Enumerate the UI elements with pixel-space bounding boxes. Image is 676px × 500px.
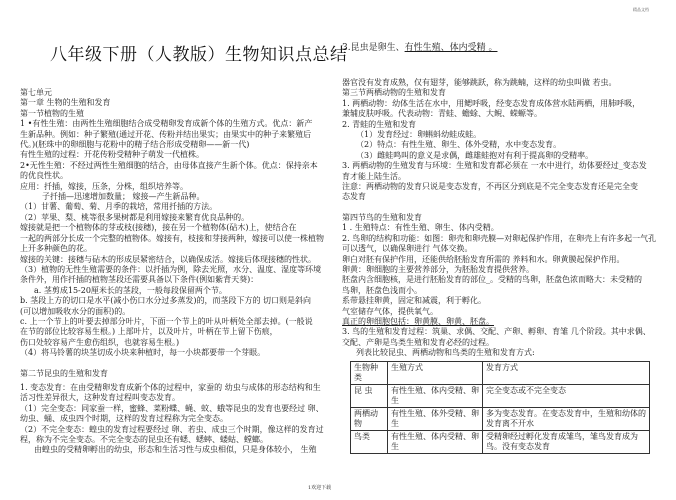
text-line: （2）苹果、梨、桃等很多果树都是利用嫁接来繁育优良品种的。: [20, 212, 250, 222]
text-line: 系带悬挂卵黄，固定和减震，利于孵化。: [342, 296, 486, 306]
left-column: [20, 78, 325, 456]
text-line: 嫁接的关键：接穗与砧木的形成层紧密结合，以确保成活。嫁接后体现接穗的性状。: [20, 254, 316, 264]
text-line: a. 茎剪成15-20厘米长的茎段，一般每段保留两个节。: [34, 285, 227, 295]
page-number: 1欢迎下载: [308, 485, 332, 491]
text-line: （2）不完全变态：蝗虫的发育过程要经过 卵、若虫、成虫三个时期，像这样的发育过: [20, 424, 324, 434]
table-cell: 有性生殖、体内受精、卵生: [388, 384, 483, 407]
text-line: 应用：扦插，嫁接，压条，分株，组织培养等。: [20, 181, 188, 191]
text-line: 嫁接就是把一个植物体的芽或枝(接穗)，接在另一个植物体(砧木)上，使结合在: [20, 223, 297, 233]
text-line: 的优良性状。: [20, 171, 68, 181]
text-line: 卵白对胚有保护作用，还能供给胚胎发育所需的 养料和水。卵黄膜起保护作用。: [342, 254, 625, 264]
text-line: 一起的两部分长成一个完整的植物体。嫁接有，枝接和芽接两种，嫁接可以使一株植物: [20, 233, 324, 243]
text-line: c. 上一个节上的叶要去掉部分叶片，下面一个节上的叶从叶柄处全部去掉。(一般说: [20, 316, 313, 326]
text-line: (可以增加吸收水分的面积)的。: [20, 306, 131, 316]
text-line: （1）甘薯、葡萄、菊、月季的栽培，常用扦插的方法。: [20, 202, 218, 212]
table-cell: 有性生殖、体外受精、卵生: [388, 407, 483, 430]
text-line: 条件外，用作扦插的植物茎段还需要具备以下条件(例如紫背天葵)：: [20, 275, 259, 285]
text-line: 在节的部位比较容易生根。) 上部叶片，以及叶片，叶柄在节上留下伤痕，: [20, 327, 278, 337]
text-line: 胚盘内含细胞核，是进行胚胎发育的部位_。受精的鸟卵，胚盘色浓而略大：未受精的: [342, 275, 642, 285]
watermark: 精品文档: [633, 7, 649, 12]
right-column: [342, 78, 667, 454]
table-cell: 两栖动物: [351, 407, 388, 430]
text-line: 第三节两栖动物的生殖和发育: [342, 88, 446, 98]
text-line: 代。)(胚珠中的卵细胞与花粉中的精子结合形成受精卵——新一代): [20, 140, 250, 150]
topline-blank: 。: [485, 43, 498, 53]
right-column-lines: [342, 78, 667, 359]
table-header-cell: 发育方式: [483, 361, 650, 384]
document-title: 八年级下册（人教版）生物知识点总结: [50, 45, 348, 65]
text-line: （3）植物的无性生殖需要的条件：以扦插为例，除去光照，水分、温度、湿度等环境: [20, 264, 322, 274]
table-header-cell: 生殖方式: [388, 361, 483, 384]
text-line: 第一节植物的生殖: [20, 108, 84, 118]
text-line: （1）发育经过：卵蝌蚪幼蛙成蛙。: [356, 130, 482, 140]
text-line: 2. 青蛙的生殖和发育: [342, 119, 417, 129]
text-line: 卵黄：卵细胞的主要营养部分，为胚胎发育提供营养。: [342, 264, 534, 274]
table-cell: 有性生殖、体内受精、卵生: [388, 430, 483, 453]
text-line: 幼虫、蛹、成虫四个时期，这样的发育过程称为完全变态。: [20, 414, 228, 424]
text-line: 伤口处较容易产生愈伤组织，也就容易生根。): [20, 337, 180, 347]
comparison-table: [350, 361, 650, 454]
table-cell: 完全变态或不完全变态: [483, 384, 650, 407]
text-line: 交配、产卵是鸟类生殖和发育必经的过程。: [342, 337, 494, 347]
table-cell: 昆 虫: [351, 384, 388, 407]
text-line: 3. 鸟的生殖和发育过程：筑巢、求偶、交配、产卵、孵卵、育雏 几个阶段。其中求偶、: [342, 327, 651, 337]
text-line: （1）完全变态：同家蚕一样，蜜蜂、菜粉蝶、蝇、蚊、蛾等昆虫的发育也要经过 卵、: [20, 403, 324, 413]
text-line: b. 茎段上方的切口是水平(减小伤口水分过多蒸发)的，而茎段下方的 切口则是斜向: [20, 296, 311, 306]
table-cell: 鸟类: [351, 430, 388, 453]
text-line: 可以透气，以确保卵进行 气体交换。: [342, 244, 473, 254]
text-line: 1. 两栖动物：幼体生活在水中，用鳃呼吸，经变态发育成体营水陆两栖，用肺呼吸，: [342, 98, 641, 108]
text-line: 程，称为不完全变态。不完全变态的昆虫还有蟋、蟋蟀、蝼蛄、螳螂。: [20, 435, 268, 444]
text-line: 第四节鸟的生殖和发育: [342, 212, 422, 222]
text-line: 生新品种。例如：种子繁殖(通过开花、传粉并结出果实；由果实中的种子来繁殖后: [20, 129, 312, 139]
text-line: 2. 鸟卵的结构和功能：如图：卵壳和卵壳膜—对卵起保护作用，在卵壳上有许多起一气孔: [342, 233, 657, 243]
text-line: 兼辅皮肤呼吸。代表动物：青蛙、蟾蜍、大鲵、蝾螈等。: [342, 109, 542, 119]
text-line: 态发育: [342, 192, 366, 202]
text-line: 第一章 生物的生殖和发育: [20, 98, 111, 108]
text-line: 真正的卵细胞包括：卵黄膜、卵黄、胚盘。: [342, 316, 494, 326]
text-line: 注意：两栖动物的发育只说是变态发育，不再区分到底是不完全变态发育还是完全变: [342, 182, 638, 192]
table-cell: 受精卵经过孵化发育成雏鸟，雏鸟发育成为鸟。没有变态发育: [483, 430, 650, 453]
text-line: 1. 变态发育：在由受精卵发育成新个体的过程中，家蚕的 幼虫与成体的形态结构和生: [20, 382, 321, 392]
text-line: 子扦插—迅速增加数量； 嫁接—产生新品种。: [42, 192, 205, 202]
text-line: 第七单元: [20, 88, 52, 97]
text-line: 鸟卵，胚盘色浅而小。: [342, 285, 422, 295]
topline-prefix: 3.昆虫是卵生、: [342, 43, 405, 53]
text-line: 2•无性生殖：不经过两性生殖细胞的结合，由母体直接产生新个体。优点：保持亲本: [20, 160, 318, 170]
text-line: 上开多种颜色的花。: [20, 244, 92, 254]
table-header-cell: 生物种类: [351, 361, 388, 384]
table-cell: 多为变态发育。在变态发育中，生殖和幼体的发育离不开水: [483, 407, 650, 430]
text-line: （3）雌蛙鸣叫的意义是求偶，雌雄蛙抱对有利于提高卵的受精率。: [356, 150, 594, 160]
text-line: 1 . 生殖特点：有性生殖、卵生、体内受精。: [342, 223, 499, 233]
table-header-row: [351, 361, 650, 384]
topline-underlined: 有性生殖、体内受精: [404, 43, 486, 53]
table-row: [351, 430, 650, 453]
table-row: [351, 384, 650, 407]
text-line: （4）将马铃薯的块茎切成小块来种植时，每一小块都要带一个芽眼。: [20, 348, 266, 358]
text-line: 由蝗虫的受精卵孵出的幼虫，形态和生活习性与成虫相似，只是身体较小， 生殖: [34, 445, 317, 455]
text-line: 器官没有发育成熟，仅有翅芽，能够跳跃，称为跳蝻，这样的幼虫叫做 若虫。: [342, 78, 617, 87]
text-line: 育才能上陆生活。: [342, 171, 406, 181]
text-line: 列表比较昆虫、两栖动物和鸟类的生殖和发育方式:: [356, 348, 535, 358]
text-line: 气室储存气体，提供氧气。: [342, 306, 438, 316]
insect-reproduction-line: [342, 40, 497, 53]
text-line: 3. 两栖动物的生殖发育与环境：生殖和发育都必须在 一水中进行，幼体要经过_变态发: [342, 161, 647, 171]
text-line: 活习性差异很大，这种发育过程叫变态发育。: [20, 393, 180, 403]
text-line: 1 •有性生殖：由两性生殖细胞结合成受精卵发育成新个体的生殖方式。优点：新产: [20, 119, 313, 129]
table-row: [351, 407, 650, 430]
text-line: （2）特点：有性生殖、卵生、体外受精，水中变态发育。: [356, 140, 562, 150]
text-line: 有性生殖的过程：开花传粉受精种子萌发一代植株。: [20, 150, 204, 160]
text-line: 第二节昆虫的生殖和发育: [20, 368, 108, 378]
